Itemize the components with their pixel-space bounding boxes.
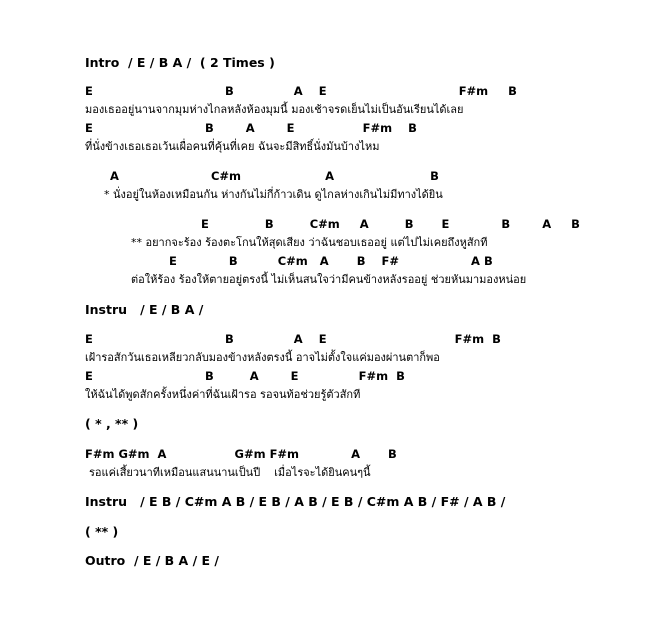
verse2-lyric-2: ให้ฉันได้พูดสักครั้งหนึ่งค่าที่ฉันเฝ้ารอ รอจนท้อช่วยรู้ตัวสักที	[85, 388, 361, 401]
verse1-chords-1: E B A E F#m B	[85, 84, 517, 98]
verse1-chords-2: E B A E F#m B	[85, 121, 417, 135]
outro-line: Outro / E / B A / E /	[85, 553, 219, 568]
bridge-lyric: รอแค่เสี้ยวนาทีเหมือนแสนนานเป็นปี เมื่อไรจะได้ยินคนๆนี้	[89, 466, 371, 479]
bridge-chords: F#m G#m A G#m F#m A B	[85, 447, 397, 461]
prechorus-lyric: * นั่งอยู่ในห้องเหมือนกัน ห่างกันไม่กี่ก้าวเดิน ดูไกลห่างเกินไม่มีทางได้ยิน	[104, 188, 443, 201]
chorus-lyric-1: ** อยากจะร้อง ร้องตะโกนให้สุดเสียง ว่าฉันชอบเธออยู่ แต่ไปไม่เคยถึงหูสักที	[131, 236, 488, 249]
repeat-line-1: ( * , ** )	[85, 416, 139, 431]
verse2-chords-2: E B A E F#m B	[85, 369, 405, 383]
repeat-line-2: ( ** )	[85, 524, 119, 539]
verse1-lyric-1: มองเธออยู่นานจากมุมห่างไกลหลังห้องมุมนี้ มองเช้าจรดเย็นไม่เป็นอันเรียนได้เลย	[85, 103, 464, 116]
verse1-lyric-2: ที่นั่งข้างเธอเธอเว้นเผื่อคนที่คุ้นที่เคย ฉันจะมีสิทธิ์นั่งมันบ้างไหม	[85, 140, 380, 153]
instru-line-1: Instru / E / B A /	[85, 302, 204, 317]
chorus-lyric-2: ต่อให้ร้อง ร้องให้ตายอยู่ตรงนี้ ไม่เห็นสนใจว่ามีคนข้างหลังรออยู่ ช่วยหันมามองหน่อย	[131, 273, 527, 286]
chorus-chords-2: E B C#m A B F# A B	[169, 254, 493, 268]
instru-line-2: Instru / E B / C#m A B / E B / A B / E B / C#m A B / F# / A B /	[85, 494, 506, 509]
intro-line: Intro / E / B A / ( 2 Times )	[85, 55, 275, 70]
verse2-chords-1: E B A E F#m B	[85, 332, 501, 346]
verse2-lyric-1: เฝ้ารอสักวันเธอเหลียวกลับมองข้างหลังตรงนี้ อาจไม่ตั้งใจแค่มองผ่านตาก็พอ	[85, 351, 440, 364]
prechorus-chords: A C#m A B	[110, 169, 439, 183]
chorus-chords-1: E B C#m A B E B A B	[201, 217, 580, 231]
